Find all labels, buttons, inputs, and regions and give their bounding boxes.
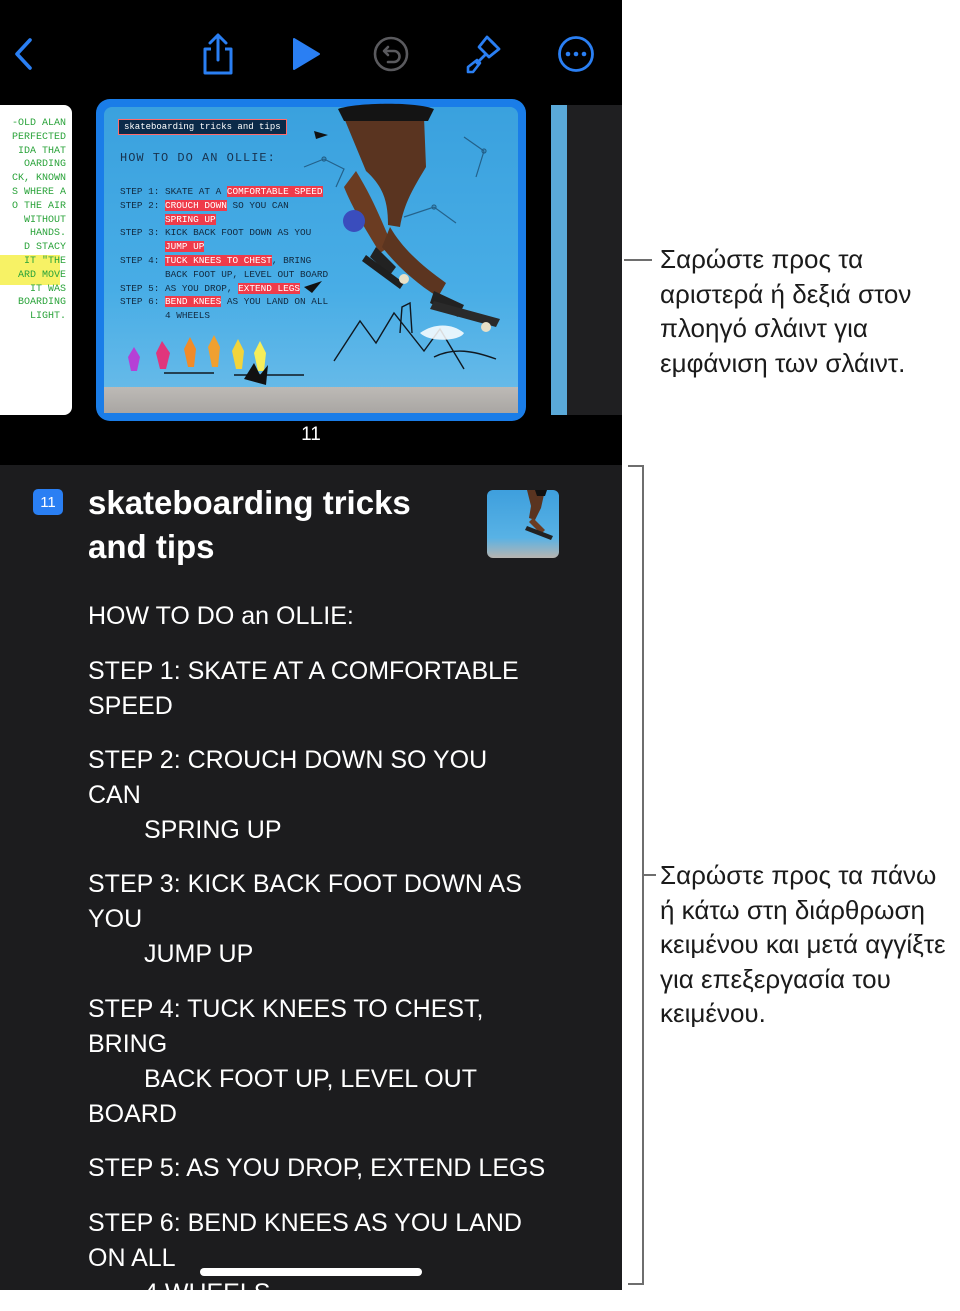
slide-step-text: STEP 2:	[120, 199, 166, 211]
share-button[interactable]	[194, 30, 242, 78]
slide-step-line	[120, 282, 328, 296]
more-button[interactable]	[552, 30, 600, 78]
slide-thumbnail-next[interactable]	[551, 105, 622, 415]
slide-steps	[120, 185, 328, 323]
slide-step-text: , BRING	[271, 254, 312, 266]
slide-step-line	[120, 254, 328, 268]
slide-step-highlight: EXTEND LEGS	[238, 282, 301, 294]
paintbrush-icon	[465, 33, 503, 75]
outline-paragraph[interactable]: STEP 1: SKATE AT A COMFORTABLE SPEED	[88, 657, 519, 720]
callout-leader-navigator	[624, 259, 652, 261]
outline-paragraph[interactable]: STEP 5: AS YOU DROP, EXTEND LEGS	[88, 1154, 546, 1182]
outline-slide-title[interactable]: skateboarding tricks and tips	[88, 484, 411, 565]
outline-slide-thumbnail[interactable]	[487, 490, 559, 558]
slide-step-text: 4 WHEELS	[120, 310, 211, 322]
slide-step-highlight: JUMP UP	[165, 241, 205, 253]
slide-step-text	[120, 241, 165, 252]
skater-mini-illustration	[487, 490, 559, 558]
slide-step-text: STEP 6:	[120, 296, 166, 308]
slide-title: skateboarding tricks and tips	[118, 119, 287, 135]
slide-thumbnail-text: -OLD ALAN PERFECTED IDA THAT OARDING CK, KNOWN S WHERE A O THE AIR WITHOUT HANDS. D STACY IT "THE ARD MOVE IT WAS BOARDING LIGHT.	[11, 118, 66, 323]
slide-step-text	[120, 214, 165, 225]
slide-step-text: AS YOU LAND ON ALL	[221, 296, 329, 308]
slide-step-line	[120, 240, 328, 254]
slide-preview	[104, 107, 518, 413]
chevron-left-icon	[12, 37, 36, 71]
undo-icon	[372, 35, 410, 73]
slide-number-badge: 11	[33, 489, 63, 515]
outline-paragraph[interactable]: STEP 4: TUCK KNEES TO CHEST, BRING	[88, 995, 484, 1058]
outline-paragraph-continuation[interactable]: JUMP UP	[144, 940, 254, 968]
slide-step-highlight: TUCK KNEES TO CHEST	[165, 254, 272, 266]
slide-step-text: STEP 3: KICK BACK FOOT DOWN AS YOU	[120, 227, 312, 239]
callout-leader-outline	[642, 874, 656, 876]
slide-number: 11	[301, 424, 321, 445]
slide-step-highlight: COMFORTABLE SPEED	[226, 186, 323, 197]
slide-heading: HOW TO DO AN OLLIE:	[120, 151, 276, 165]
more-icon	[557, 35, 595, 73]
slide-step-text: STEP 5: AS YOU DROP,	[120, 282, 239, 294]
slide-step-line	[120, 199, 328, 213]
share-icon	[200, 33, 236, 75]
outline-paragraph[interactable]: STEP 2: CROUCH DOWN SO YOU CAN	[88, 746, 488, 809]
play-button[interactable]	[282, 30, 330, 78]
slide-step-text: STEP 4:	[120, 254, 166, 266]
callout-outline: Σαρώστε προς τα πάνω ή κάτω στη διάρθρωση κειμένου και μετά αγγίξτε για επεξεργασία του κειμένου.	[660, 860, 946, 1028]
outline-paragraph-continuation[interactable]: 4 WHEELS	[144, 1279, 271, 1307]
outline-paragraph-continuation[interactable]: BACK FOOT UP, LEVEL OUT BOARD	[88, 1065, 477, 1128]
outline-paragraph[interactable]: STEP 6: BEND KNEES AS YOU LAND ON ALL	[88, 1209, 522, 1272]
slide-step-highlight: CROUCH DOWN	[165, 199, 227, 211]
outline-paragraph[interactable]: STEP 3: KICK BACK FOOT DOWN AS YOU	[88, 870, 522, 933]
slide-step-text: STEP 1: SKATE AT A	[120, 186, 227, 197]
outline-paragraph[interactable]: HOW TO DO an OLLIE:	[88, 602, 354, 630]
slide-thumbnail-prev[interactable]	[0, 105, 72, 415]
slide-thumbnail-edge	[551, 105, 567, 415]
slide-step-line	[120, 268, 328, 282]
outline-paragraph-continuation[interactable]: SPRING UP	[144, 816, 282, 844]
slide-step-highlight: BEND KNEES	[165, 296, 222, 308]
slide-navigator[interactable]	[0, 100, 622, 420]
slide-step-line	[120, 295, 328, 309]
slide-step-line	[120, 185, 328, 199]
slide-step-highlight: SPRING UP	[165, 213, 216, 225]
slide-thumbnail-current[interactable]	[96, 99, 526, 421]
slide-step-text: SO YOU CAN	[226, 199, 289, 211]
play-icon	[291, 37, 321, 71]
slide-step-text: BACK FOOT UP, LEVEL OUT BOARD	[120, 268, 329, 280]
slide-ground	[104, 387, 518, 413]
back-button[interactable]	[0, 30, 48, 78]
home-indicator	[200, 1268, 422, 1276]
slide-step-line	[120, 309, 328, 323]
top-area	[0, 0, 622, 465]
slide-step-line	[120, 226, 328, 240]
slide-step-line	[120, 213, 328, 227]
undo-button[interactable]	[367, 30, 415, 78]
format-button[interactable]	[460, 30, 508, 78]
bracket-bottom	[628, 1283, 644, 1285]
callout-navigator: Σαρώστε προς τα αριστερά ή δεξιά στον πλοηγό σλάιντ για εμφάνιση των σλάιντ.	[660, 244, 912, 378]
